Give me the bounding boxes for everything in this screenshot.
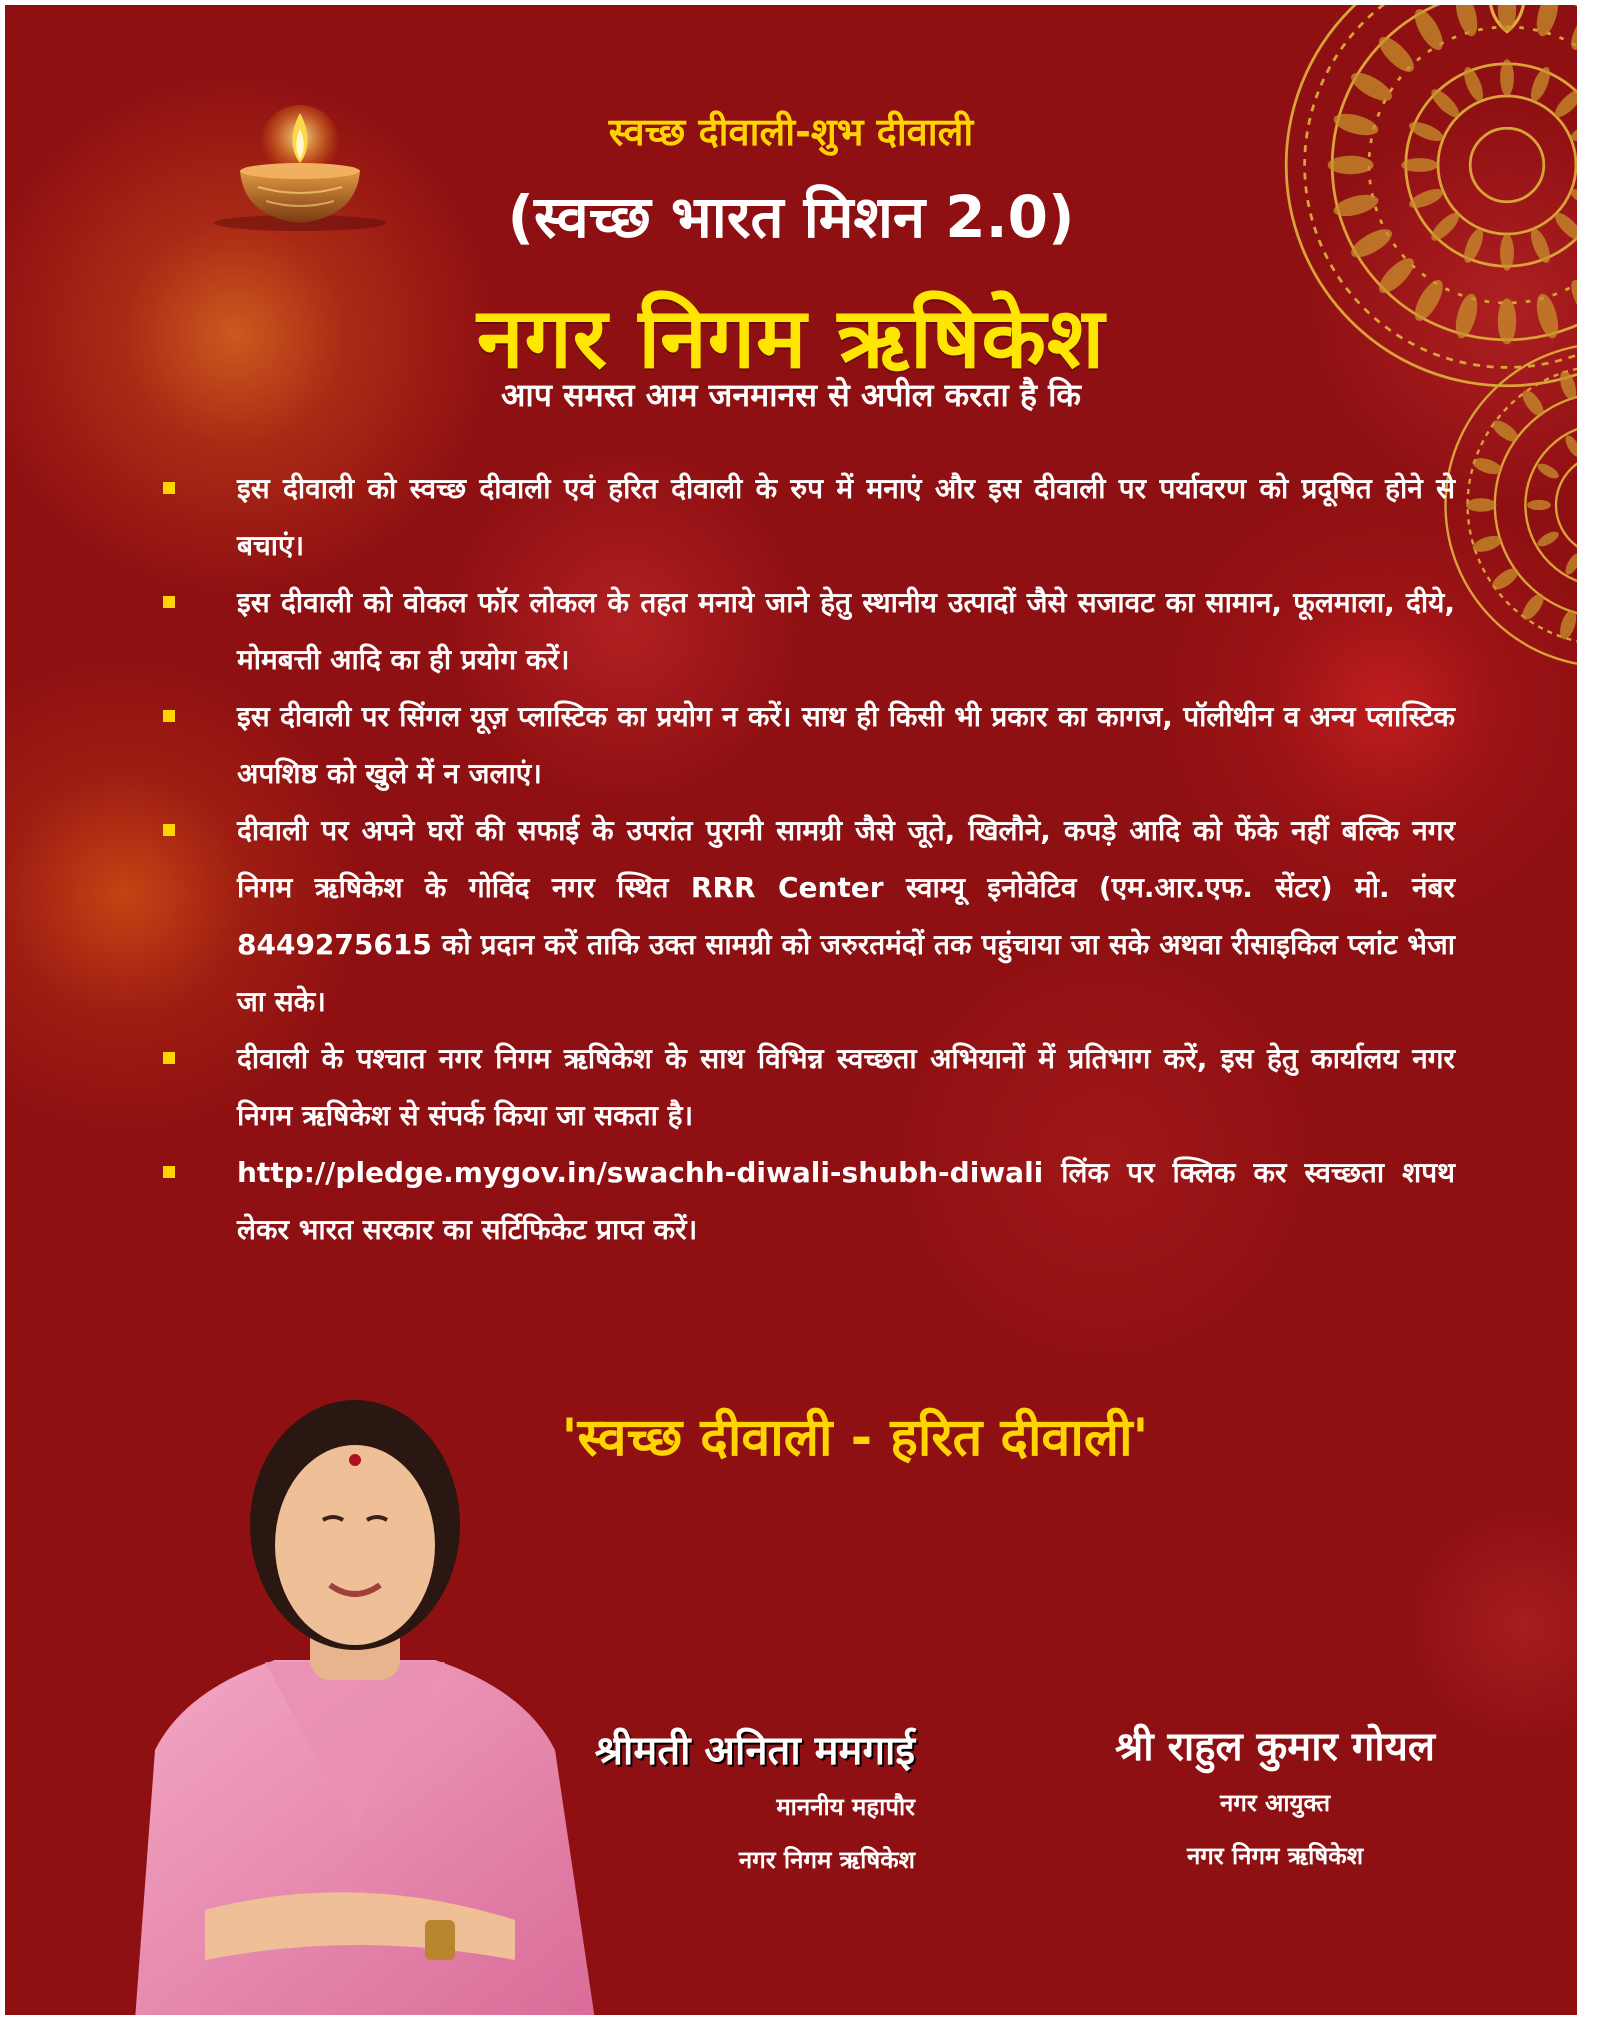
- signatory-role: माननीय महापौर: [776, 1793, 915, 1821]
- mandala-petal: [1347, 67, 1396, 106]
- signatory-mayor: [475, 1721, 915, 1876]
- mandala-petal: [1535, 529, 1561, 550]
- signatory-org: नगर निगम ऋषिकेश: [1186, 1842, 1364, 1870]
- list-item: [155, 1030, 1455, 1144]
- mandala-petal: [1466, 498, 1497, 512]
- point-text: इस दीवाली पर सिंगल यूज़ प्लास्टिक का प्रयोग न करें। साथ ही किसी भी प्रकार का कागज, पॉलीथीन व अन्य प्लास्टिक अपशिष्ठ को खुले में न जलाएं।: [237, 700, 1455, 790]
- list-item: [155, 802, 1455, 1030]
- list-item: [155, 574, 1455, 688]
- appeal-line: आप समस्त आम जनमानस से अपील करता है कि: [501, 376, 1081, 414]
- tagline: स्वच्छ दीवाली-शुभ दीवाली: [608, 110, 974, 154]
- mandala-petal: [1563, 551, 1577, 577]
- bullet-icon: [163, 1052, 175, 1064]
- mandala-petal: [1566, 5, 1577, 54]
- point-text: दीवाली पर अपने घरों की सफाई के उपरांत पुरानी सामग्री जैसे जूते, खिलौने, कपड़े आदि को फेंके नहीं बल्कि नगर निगम ऋषिकेश के गोविंद नगर स्थित RRR Center स्वाम्यू इनोवेटिव (एम.आर.एफ. सेंटर) मो. नंबर 8449275615 को प्रदान करें ताकि उक्त सामग्री को जरुरतमंदों तक पहुंचाया जा सके अथवा रीसाइकिल प्लांट भेजा जा सके।: [237, 814, 1455, 1018]
- list-item: [155, 460, 1455, 574]
- mandala-petal: [1489, 564, 1522, 593]
- mandala-petal: [1533, 5, 1563, 39]
- organization-title: नगर निगम ऋषिकेश: [476, 289, 1106, 387]
- slogan: 'स्वच्छ दीवाली - हरित दीवाली': [561, 1408, 1149, 1468]
- mandala-petal: [1452, 5, 1482, 39]
- point-link-text[interactable]: http://pledge.mygov.in/swachh-diwali-shubh-diwali लिंक पर क्लिक कर स्वच्छता शपथ लेकर भारत सरकार का सर्टिफिकेट प्राप्त करें।: [237, 1156, 1455, 1246]
- point-text: दीवाली के पश्चात नगर निगम ऋषिकेश के साथ विभिन्न स्वच्छता अभियानों में प्रतिभाग करें, इस हेतु कार्यालय नगर निगम ऋषिकेश से संपर्क किया जा सकता है।: [237, 1042, 1455, 1132]
- signatory-role: नगर आयुक्त: [1220, 1789, 1330, 1817]
- mandala-petal: [1489, 417, 1522, 446]
- mandala-petal: [1519, 590, 1548, 623]
- mandala-petal: [1328, 156, 1374, 174]
- mandala-petal: [1527, 500, 1551, 510]
- signatory-name: श्रीमती अनिता ममगाई: [594, 1728, 915, 1774]
- point-text: इस दीवाली को स्वच्छ दीवाली एवं हरित दीवाली के रुप में मनाएं और इस दीवाली पर पर्यावरण को प्रदूषित होने से बचाएं।: [237, 472, 1455, 562]
- bullet-icon: [163, 596, 175, 608]
- signatory-name: श्री राहुल कुमार गोयल: [1114, 1724, 1436, 1770]
- mandala-petal: [1563, 433, 1577, 459]
- list-item: [155, 688, 1455, 802]
- signatory-org: नगर निगम ऋषिकेश: [738, 1846, 915, 1874]
- mayor-portrait: [95, 1310, 615, 2015]
- bullet-icon: [163, 1166, 175, 1178]
- mandala-petal: [1374, 32, 1420, 78]
- mandala-petal: [1535, 461, 1561, 482]
- list-item: [155, 1144, 1455, 1258]
- bullet-icon: [163, 710, 175, 722]
- mandala-petal: [1401, 158, 1438, 172]
- bullet-icon: [163, 482, 175, 494]
- mandala-petal: [1409, 5, 1448, 54]
- bullet-icon: [163, 824, 175, 836]
- appeal-points-list: [155, 460, 1455, 1258]
- mission-title: (स्वच्छ भारत मिशन 2.0): [507, 183, 1075, 251]
- signatory-commissioner: [1085, 1717, 1465, 1872]
- mandala-petal: [1500, 59, 1514, 96]
- diwali-poster: [5, 5, 1577, 2015]
- point-text: इस दीवाली को वोकल फॉर लोकल के तहत मनाये जाने हेतु स्थानीय उत्पादों जैसे सजावट का सामान, फूलमाला, दीये, मोमबत्ती आदि का ही प्रयोग करें।: [237, 586, 1455, 676]
